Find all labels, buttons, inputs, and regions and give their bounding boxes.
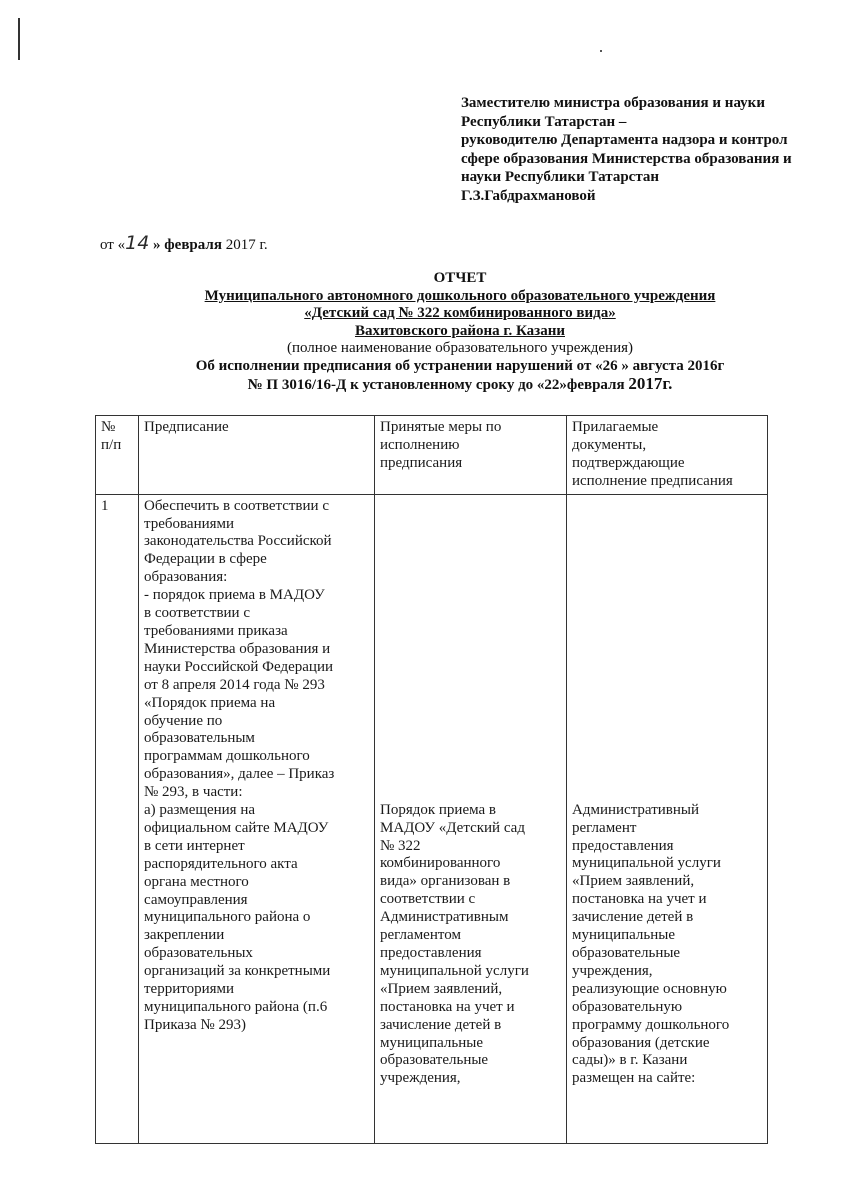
prescription-line: организаций за конкретными <box>144 963 331 980</box>
addressee-block <box>461 94 849 205</box>
documents-line: реализующие основную <box>572 980 727 997</box>
prescription-line: науки Российской Федерации <box>144 658 334 675</box>
header-number-line: п/п <box>101 436 122 453</box>
prescription-line: образовательным <box>144 730 255 747</box>
subject-line1: Об исполнении предписания об устранении нарушений от «26 » августа 2016г <box>195 357 725 374</box>
cell-spacer <box>572 766 762 784</box>
header-documents <box>567 416 768 495</box>
measures-line: зачисление детей в <box>380 1016 502 1033</box>
cell-spacer <box>572 516 762 534</box>
prescription-line: № 293, в части: <box>144 784 243 801</box>
prescription-line: официальном сайте МАДОУ <box>144 819 329 836</box>
header-documents-line: Прилагаемые <box>572 419 659 435</box>
header-measures <box>375 416 567 495</box>
subject-line2 <box>100 375 820 395</box>
prescription-line: Приказа № 293) <box>144 1016 246 1033</box>
cell-spacer <box>572 533 762 551</box>
cell-spacer <box>572 605 762 623</box>
prescription-line: образования», далее – Приказ <box>144 766 335 783</box>
prescription-line: муниципального района (п.6 <box>144 999 328 1015</box>
cell-spacer <box>572 748 762 766</box>
measures-line: МАДОУ «Детский сад <box>380 819 525 836</box>
addressee-line: Республики Татарстан – <box>461 113 627 130</box>
cell-spacer <box>572 498 762 516</box>
documents-line: программу дошкольного <box>572 1016 730 1033</box>
addressee-line: науки Республики Татарстан <box>461 169 660 185</box>
subject-line2-text: № П 3016/16-Д к установленному сроку до «22»февраля <box>247 377 629 393</box>
prescription-line: Министерства образования и <box>144 640 331 657</box>
measures-line: соответствии с <box>380 891 476 908</box>
prescription-line: муниципального района о <box>144 909 311 926</box>
measures-line: образовательные <box>380 1052 489 1069</box>
documents-line: учреждения, <box>572 962 653 979</box>
cell-spacer <box>572 569 762 587</box>
measures-line: муниципальные <box>380 1034 484 1051</box>
measures-line: «Прием заявлений, <box>380 980 503 997</box>
addressee-line: Г.З.Габдрахмановой <box>461 187 596 204</box>
date-day-handwritten: 14 <box>125 232 150 254</box>
cell-spacer <box>572 784 762 802</box>
header-measures-line: предписания <box>380 454 463 471</box>
cell-spacer <box>380 784 561 802</box>
documents-line: образовательную <box>572 998 683 1015</box>
prescription-line: требованиями приказа <box>144 622 288 639</box>
documents-line: «Прием заявлений, <box>572 873 695 890</box>
prescription-line: Федерации в сфере <box>144 551 267 568</box>
cell-spacer <box>572 587 762 605</box>
cell-spacer <box>380 551 561 569</box>
header-measures-line: Принятые меры по <box>380 419 502 435</box>
header-prescription <box>139 416 375 495</box>
table-header-row <box>96 416 768 495</box>
cell-spacer <box>380 623 561 641</box>
cell-spacer <box>380 694 561 712</box>
prescription-line: законодательства Российской <box>144 533 332 550</box>
row-documents <box>567 494 768 1143</box>
cell-spacer <box>572 551 762 569</box>
cell-spacer <box>572 712 762 730</box>
documents-line: предоставления <box>572 837 674 854</box>
row-measures <box>375 494 567 1143</box>
cell-spacer <box>380 516 561 534</box>
prescription-line: - порядок приема в МАДОУ <box>144 587 325 604</box>
cell-spacer <box>380 766 561 784</box>
date-prefix: от « <box>100 237 126 253</box>
report-table <box>95 415 768 1144</box>
header-number <box>96 416 139 495</box>
cell-spacer <box>380 605 561 623</box>
table-row <box>96 494 768 1143</box>
header-documents-line: документы, <box>572 436 647 453</box>
org-name-line2: «Детский сад № 322 комбинированного вида» <box>304 305 616 321</box>
documents-line: муниципальной услуги <box>572 855 721 872</box>
header-prescription-line: Предписание <box>144 419 229 435</box>
prescription-line: распорядительного акта <box>144 855 298 872</box>
scan-margin-mark <box>18 18 20 60</box>
documents-line: Административный <box>572 801 700 818</box>
documents-line: размещен на сайте: <box>572 1070 696 1087</box>
measures-line: № 322 <box>380 837 421 854</box>
measures-line: предоставления <box>380 945 482 962</box>
org-name-note: (полное наименование образовательного учреждения) <box>286 340 633 356</box>
documents-line: муниципальные <box>572 927 676 944</box>
document-date <box>100 232 268 254</box>
header-number-line: № <box>101 419 116 435</box>
documents-line: сады)» в г. Казани <box>572 1052 688 1069</box>
cell-spacer <box>380 533 561 551</box>
cell-spacer <box>572 677 762 695</box>
measures-line: комбинированного <box>380 855 501 872</box>
prescription-line: требованиями <box>144 515 235 532</box>
prescription-line: программам дошкольного <box>144 748 310 765</box>
cell-spacer <box>380 677 561 695</box>
date-month: » февраля <box>153 237 222 253</box>
cell-spacer <box>380 641 561 659</box>
row-number: 1 <box>96 494 139 1143</box>
cell-spacer <box>380 712 561 730</box>
cell-spacer <box>572 641 762 659</box>
prescription-line: а) размещения на <box>144 802 256 819</box>
cell-spacer <box>380 730 561 748</box>
row-prescription <box>139 494 375 1143</box>
cell-spacer <box>572 730 762 748</box>
prescription-line: обучение по <box>144 712 223 729</box>
header-documents-line: подтверждающие <box>572 454 685 471</box>
cell-spacer <box>380 748 561 766</box>
cell-spacer <box>380 498 561 516</box>
measures-line: учреждения, <box>380 1070 461 1087</box>
addressee-line: руководителю Департамента надзора и контрол <box>461 132 788 148</box>
measures-line: Порядок приема в <box>380 801 496 818</box>
addressee-line: Заместителю министра образования и науки <box>461 95 765 111</box>
cell-spacer <box>380 587 561 605</box>
subject-deadline-year: 2017г. <box>628 374 673 393</box>
prescription-line: Обеспечить в соответствии с <box>144 497 329 514</box>
date-year: 2017 г. <box>225 237 268 253</box>
cell-spacer <box>380 659 561 677</box>
documents-line: постановка на учет и <box>572 891 707 908</box>
org-name-line1: Муниципального автономного дошкольного образовательного учреждения <box>204 287 716 304</box>
cell-spacer <box>572 694 762 712</box>
report-heading: ОТЧЕТ <box>433 270 487 286</box>
prescription-line: в соответствии с <box>144 605 250 622</box>
prescription-line: органа местного <box>144 873 249 890</box>
prescription-line: в сети интернет <box>144 837 245 854</box>
documents-line: образовательные <box>572 945 681 962</box>
documents-line: зачисление детей в <box>572 909 694 926</box>
measures-line: муниципальной услуги <box>380 962 529 979</box>
measures-line: Административным <box>380 909 509 926</box>
report-title-block <box>100 270 820 395</box>
header-documents-line: исполнение предписания <box>572 472 733 489</box>
cell-spacer <box>572 623 762 641</box>
measures-line: постановка на учет и <box>380 998 515 1015</box>
documents-line: регламент <box>572 819 637 836</box>
prescription-line: самоуправления <box>144 891 248 908</box>
org-name-line3: Вахитовского района г. Казани <box>354 322 565 339</box>
prescription-line: образования: <box>144 569 228 586</box>
scan-dot <box>600 50 602 52</box>
cell-spacer <box>572 659 762 677</box>
prescription-line: образовательных <box>144 945 253 962</box>
prescription-line: территориями <box>144 981 235 998</box>
cell-spacer <box>380 569 561 587</box>
measures-line: регламентом <box>380 927 461 944</box>
documents-line: образования (детские <box>572 1034 710 1051</box>
prescription-line: от 8 апреля 2014 года № 293 <box>144 676 325 693</box>
measures-line: вида» организован в <box>380 873 511 890</box>
prescription-line: «Порядок приема на <box>144 694 276 711</box>
addressee-line: сфере образования Министерства образования и <box>461 150 792 167</box>
prescription-line: закреплении <box>144 927 225 944</box>
header-measures-line: исполнению <box>380 436 460 453</box>
